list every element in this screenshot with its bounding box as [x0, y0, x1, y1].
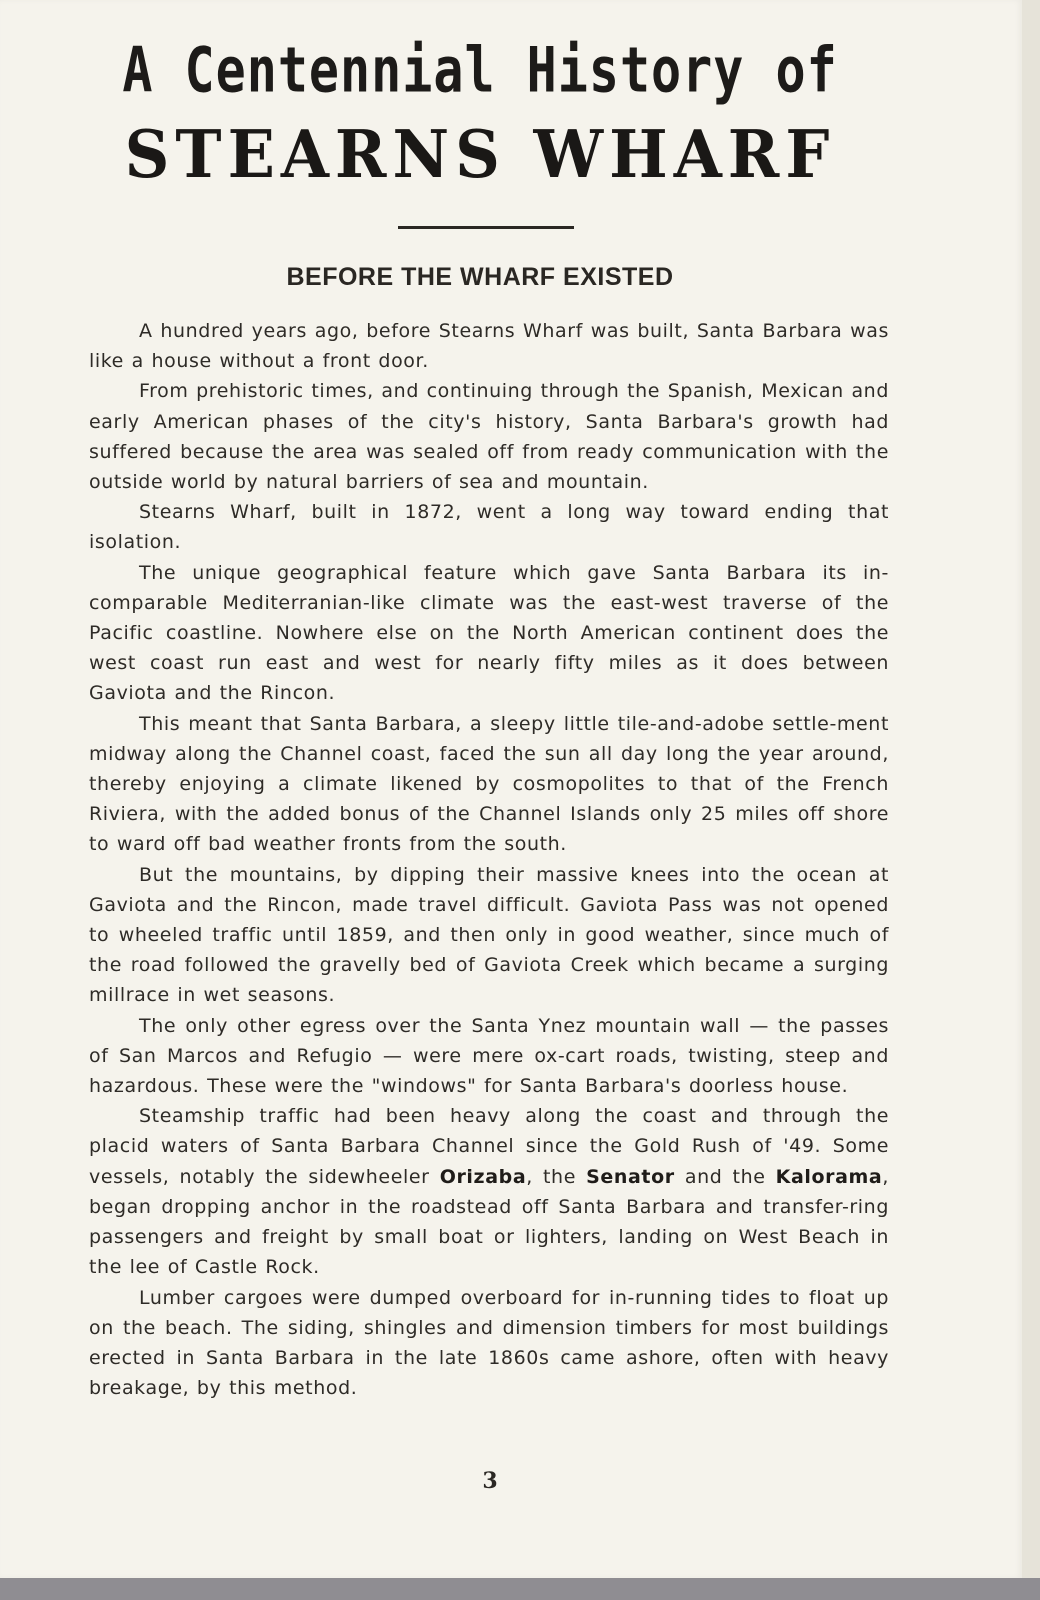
section-heading: BEFORE THE WHARF EXISTED	[286, 263, 674, 291]
ship-name: Senator	[586, 1165, 675, 1188]
ship-name: Kalorama	[775, 1165, 883, 1188]
page-number: 3	[482, 1468, 498, 1494]
paragraph-text: , began dropping anchor in the roadstead off Santa Barbara and transfer-ring passengers and freight by small boat or lighters, landing on West Beach in the lee of Castle Rock.	[89, 1165, 889, 1279]
paragraph: A hundred years ago, before Stearns Wharf was built, Santa Barbara was like a house without a front door.	[89, 320, 889, 373]
title-line-1: A Centennial History of	[122, 34, 838, 107]
page-edge	[1022, 0, 1040, 1578]
paragraph: This meant that Santa Barbara, a sleepy little tile-and-adobe settle-ment midway along the Channel coast, faced the sun all day long the year around, thereby enjoying a climate likened by cosmopolites to that of the French Riviera, with the added bonus of the Channel Islands only 25 miles off shore to ward off bad weather fronts from the south.	[89, 712, 889, 856]
paragraph: Lumber cargoes were dumped overboard for in-running tides to float up on the beach. The siding, shingles and dimension timbers for most buildings erected in Santa Barbara in the late 1860s came ashore, often with heavy breakage, by this method.	[89, 1286, 889, 1400]
scan-background	[0, 1578, 1040, 1600]
title-divider	[398, 226, 574, 229]
paragraph: But the mountains, by dipping their massive knees into the ocean at Gaviota and the Rincon, made travel difficult. Gaviota Pass was not opened to wheeled traffic until 1859, and then only in good weather, since much of the road followed the gravelly bed of Gaviota Creek which became a surging millrace in wet seasons.	[89, 863, 889, 1007]
ship-name: Orizaba	[439, 1165, 527, 1188]
paragraph: From prehistoric times, and continuing through the Spanish, Mexican and early American phases of the city's history, Santa Barbara's growth had suffered because the area was sealed off from ready communication with the outside world by natural barriers of sea and mountain.	[89, 380, 889, 494]
paragraph-text: , the	[526, 1165, 587, 1188]
paragraph-text: and the	[674, 1165, 776, 1188]
paragraph: Stearns Wharf, built in 1872, went a long way toward ending that isolation.	[89, 501, 889, 554]
body-text	[89, 316, 889, 1403]
title-line-2: STEARNS WHARF	[124, 116, 836, 193]
paragraph-text: Steamship traffic had been heavy along the coast and through the placid waters of Santa Barbara Channel since the Gold Rush of '49. Some vessels, notably the sidewheeler	[89, 1105, 889, 1188]
paragraph: The unique geographical feature which gave Santa Barbara its in-comparable Mediterranian-like climate was the east-west traverse of the Pacific coastline. Nowhere else on the North American continent does the west coast run east and west for nearly fifty miles as it does between Gaviota and the Rincon.	[89, 561, 889, 705]
paragraph	[89, 1101, 889, 1282]
paragraph: The only other egress over the Santa Ynez mountain wall — the passes of San Marcos and Refugio — were mere ox-cart roads, twisting, steep and hazardous. These were the "windows" for Santa Barbara's doorless house.	[89, 1014, 889, 1098]
